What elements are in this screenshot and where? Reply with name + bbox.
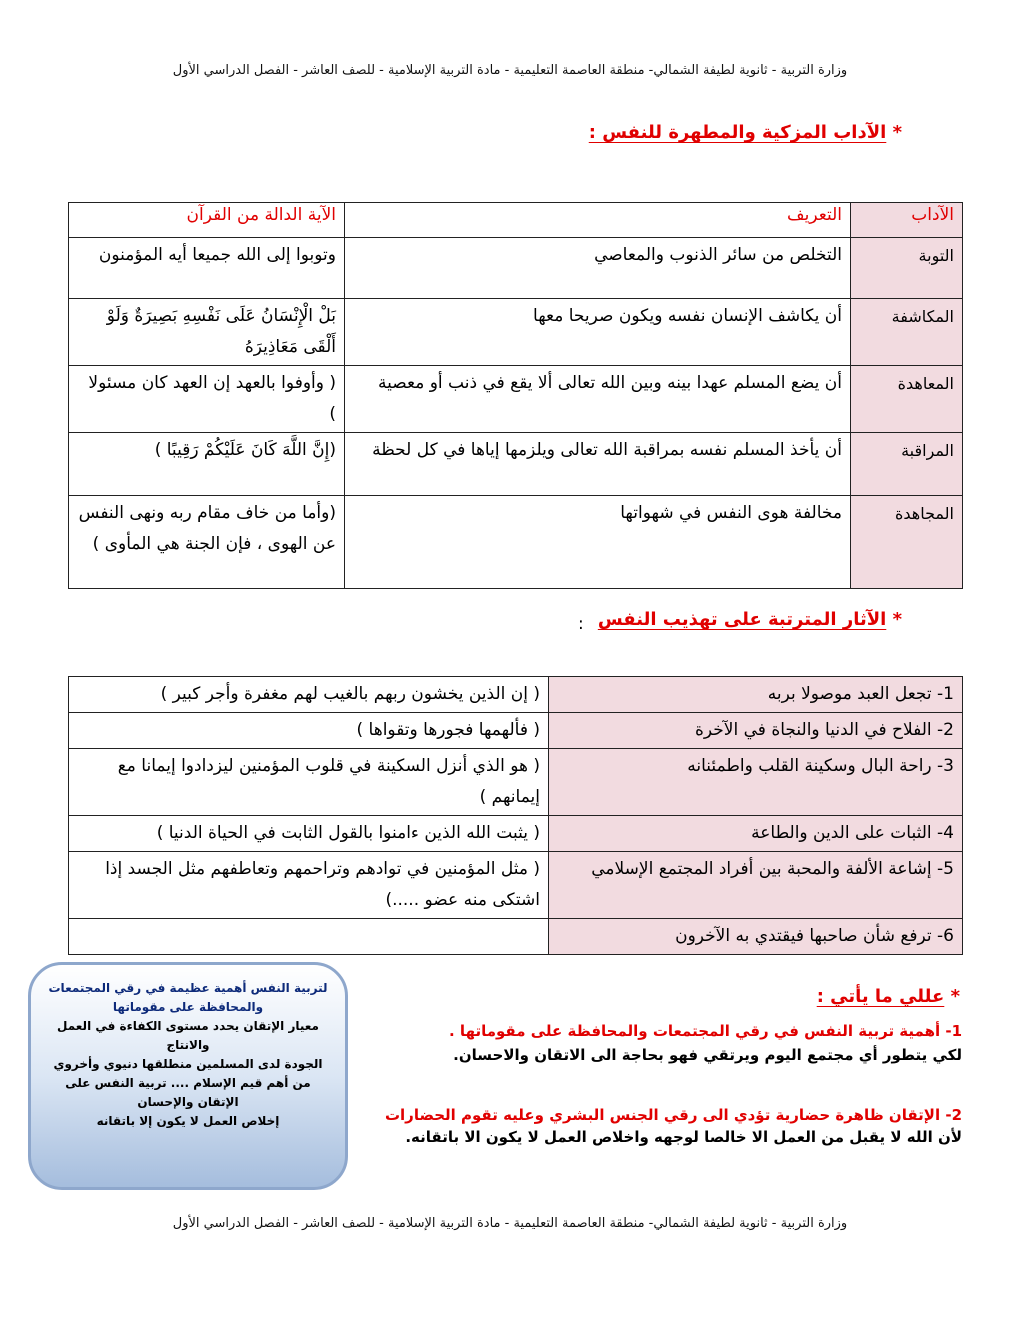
section-heading-etiquettes bbox=[589, 122, 902, 143]
heading-text: الآداب المزكية والمطهرة للنفس : bbox=[588, 122, 887, 143]
note-line: الجودة لدى المسلمين منطلقها دنيوي وأخروي bbox=[53, 1057, 323, 1071]
col-header-etiquette: الآداب bbox=[851, 203, 963, 238]
heading-colon: : bbox=[578, 614, 584, 634]
effect-cell: 6- ترفع شأن صاحبها فيقتدي به الآخرون bbox=[549, 919, 963, 955]
question-text: 1- أهمية تربية النفس في رقي المجتمعات والمحافظة على مقوماتها . bbox=[449, 1022, 962, 1040]
effect-verse: ( هو الذي أنزل السكينة في قلوب المؤمنين ليزدادوا إيمانا مع إيمانهم ) bbox=[69, 749, 549, 816]
effect-verse: ( يثبت الله الذين ءامنوا بالقول الثابت في الحياة الدنيا ) bbox=[69, 816, 549, 852]
effect-cell: 4- الثبات على الدين والطاعة bbox=[549, 816, 963, 852]
table-row bbox=[69, 433, 963, 496]
table-row bbox=[69, 816, 963, 852]
effect-cell: 1- تجعل العبد موصولا بربه bbox=[549, 677, 963, 713]
effect-cell: 2- الفلاح في الدنيا والنجاة في الآخرة bbox=[549, 713, 963, 749]
effect-cell: 5- إشاعة الألفة والمحبة بين أفراد المجتمع الإسلامي bbox=[549, 852, 963, 919]
table-row bbox=[69, 299, 963, 366]
effect-cell: 3- راحة البال وسكينة القلب واطمئنانه bbox=[549, 749, 963, 816]
etiquette-name: المراقبة bbox=[851, 433, 963, 496]
page-header: وزارة التربية - ثانوية لطيفة الشمالي- منطقة العاصمة التعليمية - مادة التربية الإسلامية - للصف العاشر - الفصل الدراسي الأول bbox=[172, 63, 848, 78]
table-row bbox=[69, 713, 963, 749]
section-heading-effects bbox=[598, 609, 902, 630]
effect-verse: ( مثل المؤمنين في توادهم وتراحمهم وتعاطفهم مثل الجسد إذا اشتكى منه عضو .....) bbox=[69, 852, 549, 919]
note-line: إخلاص العمل لا يكون إلا باتقانه bbox=[96, 1114, 280, 1128]
answer-text: لأن الله لا يقبل من العمل الا خالصا لوجهه واخلاص العمل لا يكون الا باتقانه. bbox=[405, 1128, 962, 1146]
heading-text: الآثار المترتبة على تهذيب النفس bbox=[597, 609, 887, 630]
note-line: من أهم قيم الإسلام .... تربية النفس على الإتقان والإحسان bbox=[65, 1076, 311, 1109]
effect-verse bbox=[69, 919, 549, 955]
etiquette-verse: ( وأوفوا بالعهد إن العهد كان مسئولا ) bbox=[69, 366, 345, 433]
etiquette-verse: بَلْ الْإِنْسَانُ عَلَى نَفْسِهِ بَصِيرَةٌ وَلَوْ أَلْقَى مَعَاذِيرَهُ bbox=[69, 299, 345, 366]
etiquette-name: التوبة bbox=[851, 238, 963, 299]
question-text: 2- الإتقان ظاهرة حضارية تؤدي الى رقي الجنس البشري وعليه تقوم الحضارات bbox=[384, 1106, 962, 1124]
heading-text: عللي ما يأتي : bbox=[816, 986, 945, 1007]
etiquette-name: المجاهدة bbox=[851, 496, 963, 589]
heading-asterisk: * bbox=[892, 609, 902, 630]
etiquette-verse: (وأما من خاف مقام ربه ونهى النفس عن الهوى ، فإن الجنة هي المأوى ) bbox=[69, 496, 345, 589]
table-row bbox=[69, 496, 963, 589]
table-row bbox=[69, 919, 963, 955]
table-row bbox=[69, 852, 963, 919]
etiquettes-table bbox=[68, 202, 963, 589]
note-line: معيار الإتقان يحدد مستوى الكفاءة في العمل والانتاج bbox=[57, 1019, 319, 1052]
answer-block-2 bbox=[362, 1106, 962, 1146]
table-row bbox=[69, 749, 963, 816]
table-header-row bbox=[69, 203, 963, 238]
etiquette-verse: وتوبوا إلى الله جميعا أيه المؤمنون bbox=[69, 238, 345, 299]
table-row bbox=[69, 238, 963, 299]
answer-text: لكي يتطور أي مجتمع اليوم ويرتقي فهو بحاجة الى الاتقان والاحسان. bbox=[453, 1046, 962, 1064]
effect-verse: ( إن الذين يخشون ربهم بالغيب لهم مغفرة وأجر كبير ) bbox=[69, 677, 549, 713]
col-header-definition: التعريف bbox=[345, 203, 851, 238]
note-line: لتربية النفس أهمية عظيمة في رقي المجتمعات والمحافظة على مقوماتها bbox=[48, 981, 328, 1014]
heading-asterisk: * bbox=[950, 986, 960, 1007]
col-header-verse: الآية الدالة من القرآن bbox=[69, 203, 345, 238]
etiquette-definition: التخلص من سائر الذنوب والمعاصي bbox=[345, 238, 851, 299]
section-heading-explain bbox=[817, 986, 960, 1007]
table-row bbox=[69, 677, 963, 713]
table-row bbox=[69, 366, 963, 433]
summary-note-box bbox=[28, 962, 348, 1190]
page-footer: وزارة التربية - ثانوية لطيفة الشمالي- منطقة العاصمة التعليمية - مادة التربية الإسلامية - للصف العاشر - الفصل الدراسي الأول bbox=[172, 1216, 848, 1231]
etiquette-name: المكاشفة bbox=[851, 299, 963, 366]
etiquette-definition: أن يكاشف الإنسان نفسه ويكون صريحا معها bbox=[345, 299, 851, 366]
etiquette-definition: أن يأخذ المسلم نفسه بمراقبة الله تعالى ويلزمها إياها في كل لحظة bbox=[345, 433, 851, 496]
heading-asterisk: * bbox=[892, 122, 902, 143]
effect-verse: ( فألهمها فجورها وتقواها ) bbox=[69, 713, 549, 749]
etiquette-name: المعاهدة bbox=[851, 366, 963, 433]
answer-block-1 bbox=[362, 1022, 962, 1064]
effects-table bbox=[68, 676, 963, 955]
etiquette-definition: مخالفة هوى النفس في شهواتها bbox=[345, 496, 851, 589]
etiquette-definition: أن يضع المسلم عهدا بينه وبين الله تعالى ألا يقع في ذنب أو معصية bbox=[345, 366, 851, 433]
etiquette-verse: (إِنَّ اللَّهَ كَانَ عَلَيْكُمْ رَقِيبًا ) bbox=[69, 433, 345, 496]
